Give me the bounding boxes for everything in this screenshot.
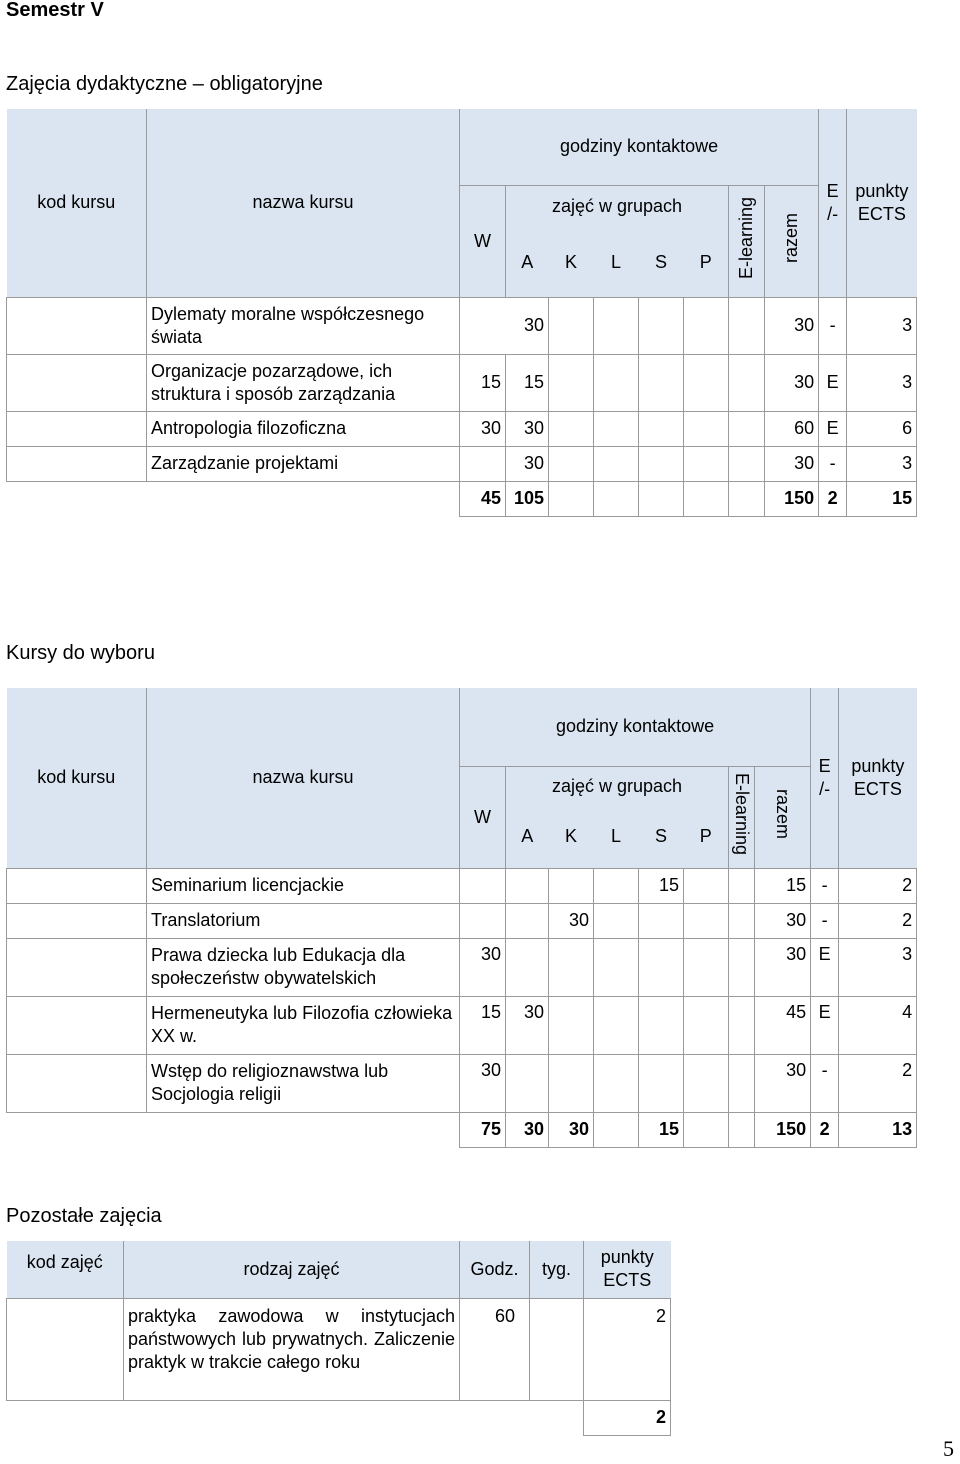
cell-razem: 30: [755, 938, 811, 996]
header-w: W: [460, 766, 506, 868]
table-row: [7, 1054, 917, 1112]
cell-s: 15: [639, 868, 684, 903]
cell-kod: [7, 938, 147, 996]
cell-s: [639, 354, 684, 411]
cell-s: [639, 903, 684, 938]
cell-e: E: [819, 411, 847, 446]
semester-title: Semestr V: [6, 0, 104, 21]
cell-ects: 3: [847, 297, 917, 354]
cell-a: 30: [506, 297, 549, 354]
header-kod: kod kursu: [7, 109, 147, 297]
obligatory-courses-table: [6, 109, 917, 517]
cell-kod: [7, 1298, 124, 1400]
total-row: [7, 1112, 917, 1147]
cell-razem: 45: [755, 996, 811, 1054]
cell-tyg: [530, 1298, 584, 1400]
cell-e: E: [811, 938, 839, 996]
header-k: K: [549, 806, 594, 868]
cell-e: E: [811, 996, 839, 1054]
total-ects: 13: [839, 1112, 917, 1147]
cell-p: [684, 297, 729, 354]
cell-l: [594, 297, 639, 354]
header-s: S: [639, 806, 684, 868]
header-e: E /-: [811, 688, 839, 868]
cell-ects: 3: [839, 938, 917, 996]
cell-ects: 2: [839, 903, 917, 938]
total-a: 105: [506, 481, 549, 516]
header-a: A: [506, 228, 549, 297]
cell-l: [594, 354, 639, 411]
cell-w: 30: [460, 1054, 506, 1112]
cell-k: [549, 297, 594, 354]
total-ects: 2: [584, 1400, 671, 1435]
total-ects: 15: [847, 481, 917, 516]
total-e: 2: [811, 1112, 839, 1147]
cell-el: [729, 446, 765, 481]
cell-a: 30: [506, 411, 549, 446]
cell-ects: 2: [584, 1298, 671, 1400]
header-zajec: zajęć w grupach: [506, 185, 729, 228]
total-k: [549, 481, 594, 516]
other-activities-table: [6, 1241, 671, 1436]
cell-nazwa: Zarządzanie projektami: [147, 446, 460, 481]
cell-kod: [7, 354, 147, 411]
header-l: L: [594, 228, 639, 297]
cell-nazwa: Translatorium: [147, 903, 460, 938]
total-a: 30: [506, 1112, 549, 1147]
total-s: 15: [639, 1112, 684, 1147]
cell-a: [506, 868, 549, 903]
cell-ects: 2: [839, 868, 917, 903]
cell-k: [549, 354, 594, 411]
cell-p: [684, 1054, 729, 1112]
cell-w: 30: [460, 938, 506, 996]
cell-el: [729, 354, 765, 411]
total-row: [7, 481, 917, 516]
cell-el: [729, 868, 755, 903]
cell-razem: 30: [765, 297, 819, 354]
cell-godz: 60: [460, 1298, 530, 1400]
cell-el: [729, 297, 765, 354]
table-row: [7, 938, 917, 996]
total-el: [729, 481, 765, 516]
cell-a: [506, 1054, 549, 1112]
cell-k: [549, 938, 594, 996]
cell-el: [729, 938, 755, 996]
cell-p: [684, 411, 729, 446]
cell-s: [639, 938, 684, 996]
header-a: A: [506, 806, 549, 868]
total-l: [594, 1112, 639, 1147]
total-p: [684, 481, 729, 516]
cell-p: [684, 868, 729, 903]
table-row: [7, 868, 917, 903]
table-row: [7, 1298, 671, 1400]
cell-el: [729, 903, 755, 938]
header-godziny: godziny kontaktowe: [460, 688, 811, 766]
total-razem: 150: [765, 481, 819, 516]
page-number: 5: [943, 1436, 954, 1461]
cell-el: [729, 1054, 755, 1112]
cell-el: [729, 411, 765, 446]
header-p: P: [684, 228, 729, 297]
cell-a: 30: [506, 446, 549, 481]
header-kod-zajec: kod zajęć: [7, 1241, 124, 1298]
cell-nazwa: Organizacje pozarządowe, ich struktura i sposób zarządzania: [147, 354, 460, 411]
cell-ects: 3: [847, 446, 917, 481]
cell-w: [460, 297, 506, 354]
cell-k: [549, 446, 594, 481]
cell-a: [506, 903, 549, 938]
table-row: [7, 903, 917, 938]
total-l: [594, 481, 639, 516]
header-k: K: [549, 228, 594, 297]
cell-nazwa: Wstęp do religioznawstwa lub Socjologia religii: [147, 1054, 460, 1112]
cell-razem: 15: [755, 868, 811, 903]
cell-l: [594, 868, 639, 903]
cell-s: [639, 996, 684, 1054]
cell-e: -: [819, 446, 847, 481]
header-zajec: zajęć w grupach: [506, 766, 729, 806]
cell-a: [506, 938, 549, 996]
header-elearning: E-learning: [729, 185, 765, 297]
cell-e: E: [819, 354, 847, 411]
header-tyg: tyg.: [530, 1241, 584, 1298]
cell-l: [594, 996, 639, 1054]
cell-k: [549, 1054, 594, 1112]
cell-kod: [7, 446, 147, 481]
cell-kod: [7, 903, 147, 938]
total-p: [684, 1112, 729, 1147]
cell-e: -: [811, 1054, 839, 1112]
cell-nazwa: Hermeneutyka lub Filozofia człowieka XX w.: [147, 996, 460, 1054]
cell-razem: 30: [755, 1054, 811, 1112]
cell-a: 15: [506, 354, 549, 411]
cell-kod: [7, 868, 147, 903]
cell-k: [549, 411, 594, 446]
total-w: 75: [460, 1112, 506, 1147]
cell-nazwa: Dylematy moralne współczesnego świata: [147, 297, 460, 354]
cell-el: [729, 996, 755, 1054]
cell-ects: 3: [847, 354, 917, 411]
cell-ects: 2: [839, 1054, 917, 1112]
header-s: S: [639, 228, 684, 297]
cell-l: [594, 903, 639, 938]
cell-w: 15: [460, 996, 506, 1054]
cell-p: [684, 938, 729, 996]
cell-ects: 4: [839, 996, 917, 1054]
header-l: L: [594, 806, 639, 868]
cell-p: [684, 903, 729, 938]
cell-l: [594, 938, 639, 996]
cell-razem: 30: [765, 446, 819, 481]
cell-w: 30: [460, 411, 506, 446]
cell-w: [460, 868, 506, 903]
cell-razem: 30: [755, 903, 811, 938]
header-kod: kod kursu: [7, 688, 147, 868]
header-razem: razem: [755, 766, 811, 868]
cell-w: 15: [460, 354, 506, 411]
cell-e: -: [819, 297, 847, 354]
cell-k: [549, 996, 594, 1054]
header-e: E /-: [819, 109, 847, 297]
cell-s: [639, 1054, 684, 1112]
cell-p: [684, 996, 729, 1054]
cell-e: -: [811, 903, 839, 938]
header-elearning: E-learning: [729, 766, 755, 868]
cell-p: [684, 354, 729, 411]
header-punkty-ects: punkty ECTS: [839, 688, 917, 868]
section-title-elective: Kursy do wyboru: [6, 642, 155, 664]
cell-k: [549, 868, 594, 903]
header-nazwa: nazwa kursu: [147, 688, 460, 868]
cell-s: [639, 297, 684, 354]
table-row: [7, 354, 917, 411]
cell-kod: [7, 1054, 147, 1112]
cell-k: 30: [549, 903, 594, 938]
header-punkty-ects: punkty ECTS: [847, 109, 917, 297]
cell-kod: [7, 297, 147, 354]
total-e: 2: [819, 481, 847, 516]
cell-nazwa: Antropologia filozoficzna: [147, 411, 460, 446]
cell-kod: [7, 996, 147, 1054]
cell-l: [594, 411, 639, 446]
cell-razem: 30: [765, 354, 819, 411]
table-row: [7, 411, 917, 446]
cell-w: [460, 903, 506, 938]
cell-e: -: [811, 868, 839, 903]
table-row: [7, 297, 917, 354]
cell-ects: 6: [847, 411, 917, 446]
header-godziny: godziny kontaktowe: [460, 109, 819, 185]
header-p: P: [684, 806, 729, 868]
cell-nazwa: Seminarium licencjackie: [147, 868, 460, 903]
cell-s: [639, 446, 684, 481]
table-row: [7, 446, 917, 481]
cell-kod: [7, 411, 147, 446]
cell-a: 30: [506, 996, 549, 1054]
table-row: [7, 996, 917, 1054]
total-row: [7, 1400, 671, 1435]
cell-nazwa: Prawa dziecka lub Edukacja dla społeczeństw obywatelskich: [147, 938, 460, 996]
header-nazwa: nazwa kursu: [147, 109, 460, 297]
header-rodzaj: rodzaj zajęć: [124, 1241, 460, 1298]
header-godz: Godz.: [460, 1241, 530, 1298]
cell-razem: 60: [765, 411, 819, 446]
cell-w: [460, 446, 506, 481]
total-s: [639, 481, 684, 516]
cell-l: [594, 1054, 639, 1112]
section-title-other: Pozostałe zajęcia: [6, 1205, 162, 1227]
header-w: W: [460, 185, 506, 297]
total-k: 30: [549, 1112, 594, 1147]
elective-courses-table: [6, 688, 917, 1148]
cell-s: [639, 411, 684, 446]
cell-rodzaj: praktyka zawodowa w instytucjach państwowych lub prywatnych. Zaliczenie praktyk w trakcie całego roku: [124, 1298, 460, 1400]
total-el: [729, 1112, 755, 1147]
total-w: 45: [460, 481, 506, 516]
cell-p: [684, 446, 729, 481]
header-razem: razem: [765, 185, 819, 297]
section-title-obligatory: Zajęcia dydaktyczne – obligatoryjne: [6, 73, 323, 95]
cell-l: [594, 446, 639, 481]
header-punkty-ects: punkty ECTS: [584, 1241, 671, 1298]
total-razem: 150: [755, 1112, 811, 1147]
